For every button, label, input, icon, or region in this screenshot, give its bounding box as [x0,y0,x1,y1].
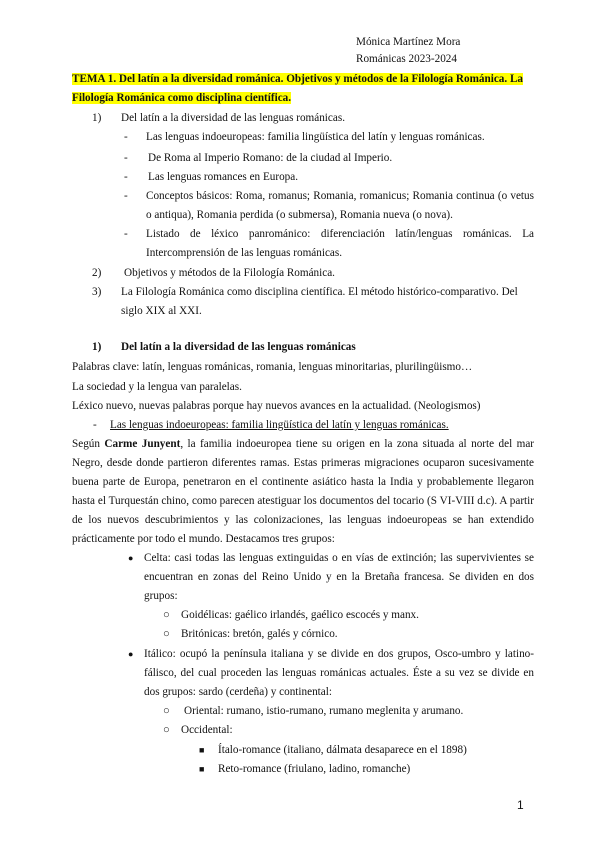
group-italico: Itálico: ocupó la península italiana y se divide en dos grupos, Osco-umbro y latino-fálisco, del cual proceden las lenguas románicas actuales. Éste a su vez se divide en dos grupos: sardo (cerdeña) y continental: [144,648,534,698]
keywords-line: Palabras clave: latín, lenguas románicas, romania, lenguas minoritarias, plurilingüismo… [72,361,473,373]
dash-marker: - [124,190,128,202]
bullet-circle-icon: ○ [163,724,170,736]
subsection-heading: Las lenguas indoeuropeas: familia lingüística del latín y lenguas románicas. [110,419,449,431]
outline-subitem-3: Las lenguas romances en Europa. [148,171,299,183]
outline-num-1: 1) [92,112,102,124]
dash-marker: - [124,131,128,143]
bullet-dot-icon: ● [128,649,134,659]
bullet-circle-icon: ○ [163,705,170,717]
outline-subitem-5: Listado de léxico panrománico: diferenciación latín/lenguas románicas. La Intercomprensión de las lenguas románicas. [146,228,534,259]
bullet-square-icon: ■ [199,764,205,774]
page-number: 1 [517,798,524,812]
header-course: Románicas 2023-2024 [356,53,457,65]
dash-marker: - [93,419,97,431]
outline-item-1: Del latín a la diversidad de las lenguas románicas. [121,112,345,124]
outline-num-2: 2) [92,267,102,279]
outline-subitem-4: Conceptos básicos: Roma, romanus; Romania, romanicus; Romania continua (o vetus o antiqua), Romania perdida (o submersa), Romania nueva (o nova). [146,190,534,221]
dash-marker: - [124,152,128,164]
body-paragraph: Según Carme Junyent, la familia indoeuropea tiene su origen en la zona situada al norte del mar Negro, desde donde partieron diferentes ramas. Estas primeras migraciones ocuparon sucesivamente buena parte de Europa, penetraron en el continente asiático hasta la India y probablemente llegaron hasta el Turquestán chino, como parecen atestiguar los documentos del tocario (S VI-VIII d.c). A partir de los nuevos descubrimientos y las colonizaciones, las lenguas indoeuropeas se han extendido prácticamente por todo el mundo. Destacamos tres grupos: [72,438,535,545]
section-number: 1) [92,341,102,353]
outline-subitem-2: De Roma al Imperio Romano: de la ciudad al Imperio. [148,152,393,164]
body-line: Léxico nuevo, nuevas palabras porque hay nuevos avances en la actualidad. (Neologismos) [72,400,481,412]
bullet-circle-icon: ○ [163,609,170,621]
outline-num-3: 3) [92,286,102,298]
outline-item-2: Objetivos y métodos de la Filología Románica. [124,267,335,279]
header-author: Mónica Martínez Mora [356,36,461,48]
page-title: TEMA 1. Del latín a la diversidad románica. Objetivos y métodos de la Filología Románica. La Filología Románica como disciplina científica. [72,73,524,104]
group-celta: Celta: casi todas las lenguas extinguidas o en vías de extinción; las supervivientes se encuentran en zonas del Reino Unido y en la Bretaña francesa. Se dividen en dos grupos: [144,552,534,602]
occidental-subitem-2: Reto-romance (friulano, ladino, romanche) [218,763,411,775]
bullet-square-icon: ■ [199,745,205,755]
celta-subitem-1: Goidélicas: gaélico irlandés, gaélico escocés y manx. [181,609,419,621]
outline-item-3: La Filología Románica como disciplina científica. El método histórico-comparativo. Del siglo XIX al XXI. [121,286,518,317]
bullet-circle-icon: ○ [163,628,170,640]
italico-subitem-2: Occidental: [181,724,233,736]
occidental-subitem-1: Ítalo-romance (italiano, dálmata desaparece en el 1898) [218,744,467,756]
dash-marker: - [124,228,128,240]
body-line: La sociedad y la lengua van paralelas. [72,381,242,393]
author-name: Carme Junyent [104,438,181,450]
dash-marker: - [124,171,128,183]
bullet-dot-icon: ● [128,553,134,563]
celta-subitem-2: Britónicas: bretón, galés y córnico. [181,628,338,640]
italico-subitem-1: Oriental: rumano, istio-rumano, rumano meglenita y arumano. [184,705,464,717]
section-heading: Del latín a la diversidad de las lenguas románicas [121,341,356,353]
outline-subitem-1: Las lenguas indoeuropeas: familia lingüística del latín y lenguas románicas. [146,131,485,143]
